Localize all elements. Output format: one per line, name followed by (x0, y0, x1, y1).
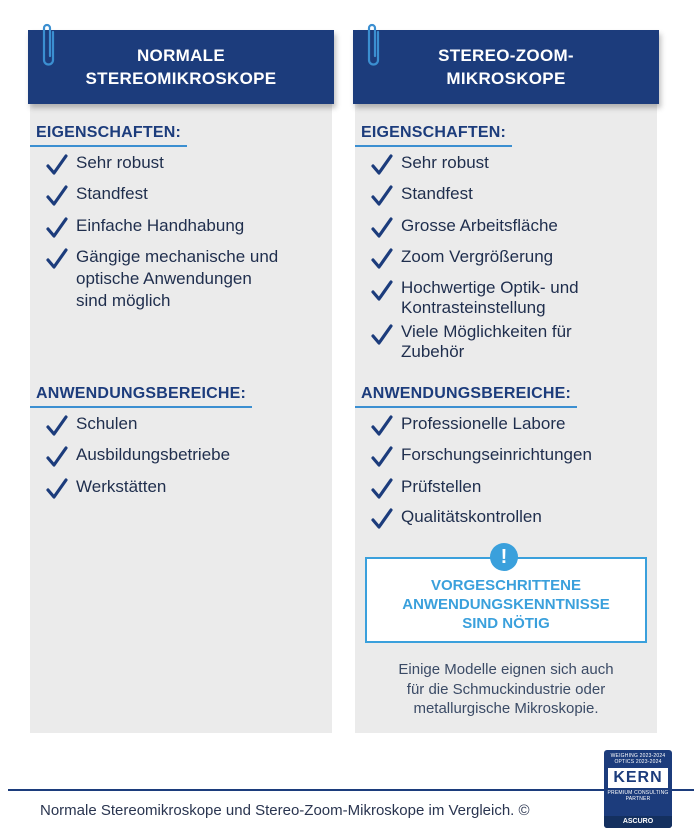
checkmark-icon (46, 415, 68, 437)
badge-line: PARTNER (625, 796, 651, 802)
list-item (46, 444, 330, 466)
list-item-text: Kontrasteinstellung (401, 298, 546, 317)
checkmark-icon (46, 446, 68, 468)
list-item (46, 476, 330, 498)
column-stereo-zoom (355, 30, 657, 733)
list-item (46, 152, 330, 174)
checkmark-icon (371, 446, 393, 468)
header-line: STEREO-ZOOM- (438, 46, 574, 65)
column-header (353, 30, 659, 104)
checkmark-icon (46, 185, 68, 207)
notice-line: VORGESCHRITTENE (430, 576, 581, 594)
list-item-text: Hochwertige Optik- und (401, 278, 579, 297)
list-item (371, 278, 655, 318)
list-item (46, 246, 330, 312)
list-item (46, 215, 330, 237)
list-item-text: optische Anwendungen (76, 269, 252, 288)
list-item (46, 413, 330, 435)
list-item (371, 322, 655, 362)
properties-list (371, 152, 655, 362)
checkmark-icon (371, 185, 393, 207)
list-item (371, 506, 655, 528)
checkmark-icon (371, 217, 393, 239)
footnote-line: metallurgische Mikroskopie. (413, 700, 599, 717)
list-item-text: Werkstätten (76, 477, 167, 496)
column-normal-stereo (30, 30, 332, 733)
list-item (371, 476, 655, 498)
exclamation-icon: ! (490, 543, 518, 571)
list-item-text: Viele Möglichkeiten für (401, 322, 572, 341)
list-item-text: Einfache Handhabung (76, 216, 245, 235)
checkmark-icon (371, 508, 393, 530)
list-item-text: Schulen (76, 414, 138, 433)
footer-divider (8, 789, 694, 791)
list-item-text: Zoom Vergrößerung (401, 247, 554, 266)
list-item-text: Forschungseinrichtungen (401, 445, 592, 464)
list-item (371, 246, 655, 268)
list-item (371, 444, 655, 466)
checkmark-icon (371, 154, 393, 176)
image-caption: Normale Stereomikroskope und Stereo-Zoom-Mikroskope im Vergleich. © (40, 802, 530, 819)
list-item-text: Prüfstellen (401, 477, 482, 496)
checkmark-icon (371, 415, 393, 437)
list-item (371, 152, 655, 174)
checkmark-icon (46, 248, 68, 270)
footnote-line: Einige Modelle eignen sich auch (398, 661, 614, 678)
list-item-text: Sehr robust (401, 153, 489, 172)
checkmark-icon (371, 280, 393, 302)
section-title-applications: ANWENDUNGSBEREICHE: (361, 385, 572, 402)
header-line: NORMALE (136, 46, 226, 65)
checkmark-icon (46, 217, 68, 239)
list-item-text: Ausbildungsbetriebe (76, 445, 231, 464)
notice-line: SIND NÖTIG (462, 614, 550, 632)
column-header (28, 30, 334, 104)
badge-line: PREMIUM CONSULTING (607, 790, 669, 796)
paperclip-icon (365, 20, 383, 70)
list-item (371, 183, 655, 205)
list-item-text: Professionelle Labore (401, 414, 566, 433)
list-item-text: Zubehör (401, 342, 465, 361)
badge-footer: ASCURO (604, 816, 672, 828)
list-item-text: sind möglich (76, 291, 171, 310)
badge-line: WEIGHING 2023-2024 (610, 753, 666, 759)
applications-list (371, 413, 655, 528)
kern-partner-badge (604, 750, 672, 828)
section-title-properties: EIGENSCHAFTEN: (361, 124, 507, 141)
footnote (355, 660, 657, 719)
list-item-text: Qualitätskontrollen (401, 507, 542, 526)
list-item (371, 215, 655, 237)
list-item-text: Sehr robust (76, 153, 164, 172)
header-line: STEREOMIKROSKOPE (85, 69, 277, 88)
checkmark-icon (46, 154, 68, 176)
badge-line: OPTICS 2023-2024 (614, 759, 662, 765)
checkmark-icon (46, 478, 68, 500)
header-line: MIKROSKOPE (446, 69, 566, 88)
list-item (371, 413, 655, 435)
list-item-text: Grosse Arbeitsfläche (401, 216, 558, 235)
checkmark-icon (371, 248, 393, 270)
list-item-text: Gängige mechanische und (76, 247, 279, 266)
applications-list (46, 413, 330, 498)
kern-logo: KERN (608, 768, 668, 788)
checkmark-icon (371, 324, 393, 346)
section-title-applications: ANWENDUNGSBEREICHE: (36, 385, 247, 402)
list-item-text: Standfest (401, 184, 473, 203)
section-title-properties: EIGENSCHAFTEN: (36, 124, 182, 141)
checkmark-icon (371, 478, 393, 500)
list-item (46, 183, 330, 205)
properties-list (46, 152, 330, 312)
list-item-text: Standfest (76, 184, 148, 203)
paperclip-icon (40, 20, 58, 70)
notice-line: ANWENDUNGSKENNTNISSE (402, 595, 610, 613)
footnote-line: für die Schmuckindustrie oder (406, 680, 606, 698)
